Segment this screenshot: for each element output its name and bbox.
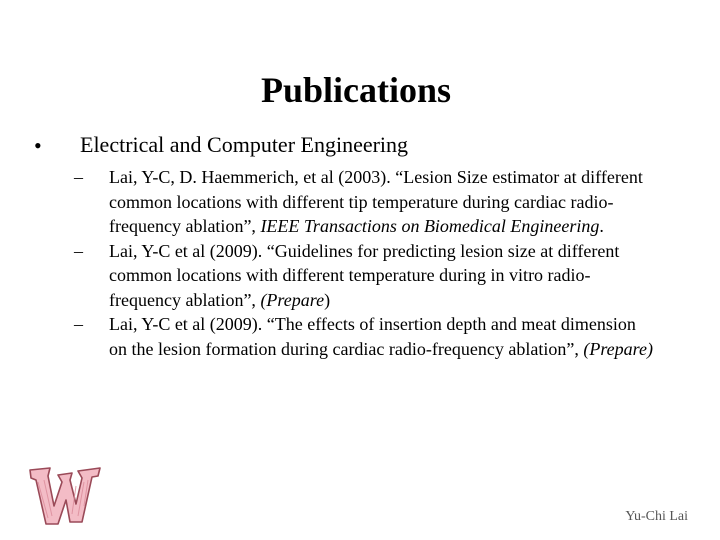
logo-w-shape [30,468,100,524]
publication-list [74,165,654,361]
publication-venue: (Prepare [260,289,325,310]
dash-marker: – [74,240,83,261]
dash-marker: – [74,167,83,187]
section-heading: Electrical and Computer Engineering [80,132,409,157]
publication-item [74,165,654,239]
dash-marker: – [74,314,83,334]
publication-citation: Lai, Y-C, D. Haemmerich, et al (2003). “Lesion Size estimator at different common locations with different tip temperature during cardiac radio-frequency ablation”, [109,167,643,236]
publication-venue: (Prepare) [583,338,653,359]
slide-title: Publications [260,70,452,110]
bullet-marker: • [34,133,42,158]
publication-suffix: . [599,216,604,236]
publication-citation: Lai, Y-C et al (2009). “Guidelines for predicting lesion size at different common locations with different temperature during in vitro radio-frequency ablation”, [109,240,620,310]
publication-citation: Lai, Y-C et al (2009). “The effects of insertion depth and meat dimension on the lesion formation during cardiac radio-frequency ablation”, [109,314,636,359]
university-w-logo [26,456,104,528]
author-footer: Yu-Chi Lai [625,509,688,524]
publication-venue: IEEE Transactions on Biomedical Engineering [260,216,600,236]
publication-item [74,312,654,361]
publication-suffix: ) [324,289,331,310]
publication-item [74,239,654,313]
